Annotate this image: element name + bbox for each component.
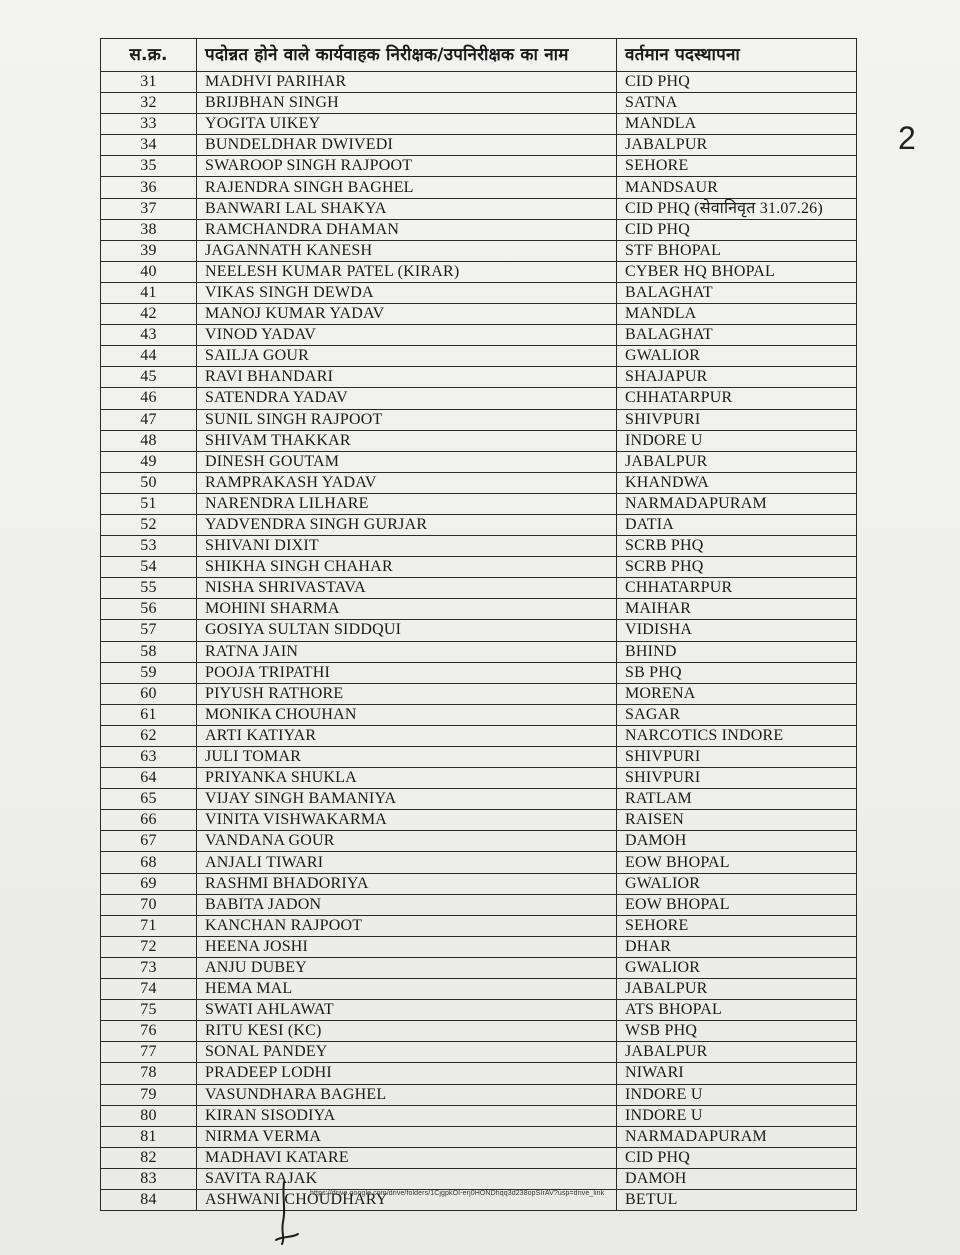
name-cell: ASHWANI CHOUDHARY [197, 1189, 617, 1210]
table-row [101, 114, 857, 135]
table-row [101, 1042, 857, 1063]
name-cell: HEMA MAL [197, 979, 617, 1000]
name-cell: MADHAVI KATARE [197, 1147, 617, 1168]
table-header-row [101, 39, 857, 72]
serial-cell: 61 [101, 704, 197, 725]
table-row [101, 1084, 857, 1105]
name-cell: RAJENDRA SINGH BAGHEL [197, 177, 617, 198]
serial-cell: 58 [101, 641, 197, 662]
name-cell: DINESH GOUTAM [197, 451, 617, 472]
posting-cell: STF BHOPAL [617, 240, 857, 261]
name-cell: SUNIL SINGH RAJPOOT [197, 409, 617, 430]
posting-cell: SATNA [617, 93, 857, 114]
table-row [101, 177, 857, 198]
table-row [101, 852, 857, 873]
serial-cell: 31 [101, 72, 197, 93]
serial-cell: 42 [101, 304, 197, 325]
serial-cell: 64 [101, 768, 197, 789]
table-row [101, 1063, 857, 1084]
posting-cell: WSB PHQ [617, 1021, 857, 1042]
posting-cell: EOW BHOPAL [617, 894, 857, 915]
name-cell: SWATI AHLAWAT [197, 1000, 617, 1021]
serial-cell: 67 [101, 831, 197, 852]
name-cell: MONIKA CHOUHAN [197, 704, 617, 725]
posting-cell: CYBER HQ BHOPAL [617, 261, 857, 282]
name-cell: ANJALI TIWARI [197, 852, 617, 873]
table-row [101, 72, 857, 93]
posting-cell: GWALIOR [617, 346, 857, 367]
posting-cell: SHIVPURI [617, 409, 857, 430]
serial-cell: 39 [101, 240, 197, 261]
table-row [101, 557, 857, 578]
serial-cell: 80 [101, 1105, 197, 1126]
table-row [101, 1147, 857, 1168]
posting-cell: JABALPUR [617, 979, 857, 1000]
serial-cell: 73 [101, 957, 197, 978]
posting-cell: ATS BHOPAL [617, 1000, 857, 1021]
serial-cell: 47 [101, 409, 197, 430]
table-row [101, 915, 857, 936]
serial-cell: 75 [101, 1000, 197, 1021]
table-row [101, 367, 857, 388]
name-cell: VIKAS SINGH DEWDA [197, 282, 617, 303]
header-name: पदोन्नत होने वाले कार्यवाहक निरीक्षक/उपनिरीक्षक का नाम [197, 39, 617, 72]
posting-cell: MANDSAUR [617, 177, 857, 198]
table-row [101, 747, 857, 768]
table-row [101, 789, 857, 810]
table-row [101, 156, 857, 177]
table-row [101, 304, 857, 325]
name-cell: SONAL PANDEY [197, 1042, 617, 1063]
table-row [101, 388, 857, 409]
table-row [101, 514, 857, 535]
name-cell: RASHMI BHADORIYA [197, 873, 617, 894]
serial-cell: 48 [101, 430, 197, 451]
posting-cell: INDORE U [617, 1105, 857, 1126]
name-cell: KIRAN SISODIYA [197, 1105, 617, 1126]
serial-cell: 68 [101, 852, 197, 873]
serial-cell: 77 [101, 1042, 197, 1063]
name-cell: ANJU DUBEY [197, 957, 617, 978]
name-cell: SWAROOP SINGH RAJPOOT [197, 156, 617, 177]
posting-cell: MAIHAR [617, 599, 857, 620]
posting-cell: EOW BHOPAL [617, 852, 857, 873]
name-cell: POOJA TRIPATHI [197, 662, 617, 683]
table-row [101, 662, 857, 683]
table-row [101, 135, 857, 156]
name-cell: GOSIYA SULTAN SIDDQUI [197, 620, 617, 641]
name-cell: SHIKHA SINGH CHAHAR [197, 557, 617, 578]
serial-cell: 56 [101, 599, 197, 620]
name-cell: VINITA VISHWAKARMA [197, 810, 617, 831]
table-row [101, 979, 857, 1000]
page-number: 2 [898, 120, 916, 156]
name-cell: VASUNDHARA BAGHEL [197, 1084, 617, 1105]
serial-cell: 54 [101, 557, 197, 578]
table-row [101, 599, 857, 620]
header-serial: स.क्र. [101, 39, 197, 72]
posting-cell: DHAR [617, 936, 857, 957]
serial-cell: 53 [101, 536, 197, 557]
table-row [101, 282, 857, 303]
serial-cell: 52 [101, 514, 197, 535]
posting-cell: INDORE U [617, 430, 857, 451]
name-cell: NEELESH KUMAR PATEL (KIRAR) [197, 261, 617, 282]
posting-cell: BALAGHAT [617, 325, 857, 346]
posting-cell: BALAGHAT [617, 282, 857, 303]
serial-cell: 37 [101, 198, 197, 219]
posting-cell: BHIND [617, 641, 857, 662]
table-row [101, 578, 857, 599]
name-cell: JAGANNATH KANESH [197, 240, 617, 261]
name-cell: ARTI KATIYAR [197, 725, 617, 746]
serial-cell: 82 [101, 1147, 197, 1168]
serial-cell: 44 [101, 346, 197, 367]
name-cell: RAMPRAKASH YADAV [197, 472, 617, 493]
table-row [101, 261, 857, 282]
table-row [101, 768, 857, 789]
serial-cell: 51 [101, 493, 197, 514]
posting-cell: CID PHQ [617, 72, 857, 93]
table-row [101, 198, 857, 219]
posting-cell: CID PHQ (सेवानिवृत 31.07.26) [617, 198, 857, 219]
posting-cell: MANDLA [617, 114, 857, 135]
name-cell: SHIVAM THAKKAR [197, 430, 617, 451]
name-cell: YOGITA UIKEY [197, 114, 617, 135]
table-row [101, 957, 857, 978]
table-row [101, 1000, 857, 1021]
posting-cell: SHAJAPUR [617, 367, 857, 388]
posting-cell: SHIVPURI [617, 747, 857, 768]
serial-cell: 34 [101, 135, 197, 156]
name-cell: RATNA JAIN [197, 641, 617, 662]
posting-cell: CHHATARPUR [617, 388, 857, 409]
serial-cell: 45 [101, 367, 197, 388]
serial-cell: 35 [101, 156, 197, 177]
posting-cell: RATLAM [617, 789, 857, 810]
table-row [101, 346, 857, 367]
posting-cell: BETUL [617, 1189, 857, 1210]
serial-cell: 84 [101, 1189, 197, 1210]
drive-link[interactable]: https://drive.google.com/drive/folders/1CjgpkOI-erj0HONDhqq3d238opSIrAV?usp=drive_link [310, 1190, 605, 1197]
posting-cell: CID PHQ [617, 1147, 857, 1168]
name-cell: KANCHAN RAJPOOT [197, 915, 617, 936]
posting-cell: SAGAR [617, 704, 857, 725]
name-cell: SATENDRA YADAV [197, 388, 617, 409]
posting-cell: GWALIOR [617, 873, 857, 894]
name-cell: NARENDRA LILHARE [197, 493, 617, 514]
name-cell: VANDANA GOUR [197, 831, 617, 852]
table-row [101, 725, 857, 746]
posting-cell: MORENA [617, 683, 857, 704]
serial-cell: 50 [101, 472, 197, 493]
serial-cell: 79 [101, 1084, 197, 1105]
name-cell: JULI TOMAR [197, 747, 617, 768]
name-cell: VIJAY SINGH BAMANIYA [197, 789, 617, 810]
table-row [101, 325, 857, 346]
posting-cell: KHANDWA [617, 472, 857, 493]
posting-cell: JABALPUR [617, 1042, 857, 1063]
posting-cell: SEHORE [617, 156, 857, 177]
table-row [101, 1126, 857, 1147]
serial-cell: 63 [101, 747, 197, 768]
serial-cell: 62 [101, 725, 197, 746]
table-row [101, 219, 857, 240]
serial-cell: 59 [101, 662, 197, 683]
name-cell: SAILJA GOUR [197, 346, 617, 367]
name-cell: RAMCHANDRA DHAMAN [197, 219, 617, 240]
name-cell: MANOJ KUMAR YADAV [197, 304, 617, 325]
serial-cell: 38 [101, 219, 197, 240]
posting-cell: CHHATARPUR [617, 578, 857, 599]
posting-cell: SEHORE [617, 915, 857, 936]
posting-cell: JABALPUR [617, 135, 857, 156]
serial-cell: 81 [101, 1126, 197, 1147]
posting-cell: MANDLA [617, 304, 857, 325]
posting-cell: NIWARI [617, 1063, 857, 1084]
serial-cell: 41 [101, 282, 197, 303]
serial-cell: 83 [101, 1168, 197, 1189]
posting-cell: SCRB PHQ [617, 536, 857, 557]
serial-cell: 49 [101, 451, 197, 472]
name-cell: BRIJBHAN SINGH [197, 93, 617, 114]
serial-cell: 69 [101, 873, 197, 894]
name-cell: SAVITA RAJAK [197, 1168, 617, 1189]
posting-cell: NARMADAPURAM [617, 1126, 857, 1147]
posting-cell: GWALIOR [617, 957, 857, 978]
table-row [101, 810, 857, 831]
table-row [101, 536, 857, 557]
name-cell: RAVI BHANDARI [197, 367, 617, 388]
serial-cell: 71 [101, 915, 197, 936]
promotion-roster-table [100, 38, 857, 1211]
serial-cell: 72 [101, 936, 197, 957]
table-row [101, 1021, 857, 1042]
name-cell: PIYUSH RATHORE [197, 683, 617, 704]
name-cell: PRADEEP LODHI [197, 1063, 617, 1084]
name-cell: YADVENDRA SINGH GURJAR [197, 514, 617, 535]
serial-cell: 57 [101, 620, 197, 641]
name-cell: NISHA SHRIVASTAVA [197, 578, 617, 599]
table-row [101, 1168, 857, 1189]
name-cell: RITU KESI (KC) [197, 1021, 617, 1042]
table-row [101, 831, 857, 852]
posting-cell: SB PHQ [617, 662, 857, 683]
serial-cell: 78 [101, 1063, 197, 1084]
posting-cell: VIDISHA [617, 620, 857, 641]
name-cell: HEENA JOSHI [197, 936, 617, 957]
name-cell: MADHVI PARIHAR [197, 72, 617, 93]
header-posting: वर्तमान पदस्थापना [617, 39, 857, 72]
serial-cell: 74 [101, 979, 197, 1000]
posting-cell: NARMADAPURAM [617, 493, 857, 514]
serial-cell: 65 [101, 789, 197, 810]
table-row [101, 683, 857, 704]
name-cell: BUNDELDHAR DWIVEDI [197, 135, 617, 156]
serial-cell: 70 [101, 894, 197, 915]
table-row [101, 641, 857, 662]
serial-cell: 46 [101, 388, 197, 409]
name-cell: NIRMA VERMA [197, 1126, 617, 1147]
name-cell: SHIVANI DIXIT [197, 536, 617, 557]
table-row [101, 451, 857, 472]
posting-cell: DAMOH [617, 831, 857, 852]
serial-cell: 32 [101, 93, 197, 114]
table-row [101, 240, 857, 261]
table-row [101, 936, 857, 957]
serial-cell: 33 [101, 114, 197, 135]
serial-cell: 60 [101, 683, 197, 704]
name-cell: PRIYANKA SHUKLA [197, 768, 617, 789]
serial-cell: 55 [101, 578, 197, 599]
name-cell: BANWARI LAL SHAKYA [197, 198, 617, 219]
table-row [101, 873, 857, 894]
posting-cell: SCRB PHQ [617, 557, 857, 578]
serial-cell: 40 [101, 261, 197, 282]
posting-cell: DAMOH [617, 1168, 857, 1189]
serial-cell: 76 [101, 1021, 197, 1042]
serial-cell: 36 [101, 177, 197, 198]
posting-cell: INDORE U [617, 1084, 857, 1105]
name-cell: BABITA JADON [197, 894, 617, 915]
table-row [101, 1105, 857, 1126]
table-row [101, 894, 857, 915]
table-row [101, 430, 857, 451]
name-cell: VINOD YADAV [197, 325, 617, 346]
table-row [101, 472, 857, 493]
posting-cell: RAISEN [617, 810, 857, 831]
name-cell: MOHINI SHARMA [197, 599, 617, 620]
serial-cell: 66 [101, 810, 197, 831]
posting-cell: NARCOTICS INDORE [617, 725, 857, 746]
table-row [101, 93, 857, 114]
table-row [101, 409, 857, 430]
posting-cell: DATIA [617, 514, 857, 535]
serial-cell: 43 [101, 325, 197, 346]
table-body [101, 72, 857, 1211]
table-row [101, 493, 857, 514]
signature-mark [268, 1178, 308, 1248]
table-row [101, 704, 857, 725]
posting-cell: SHIVPURI [617, 768, 857, 789]
table-row [101, 620, 857, 641]
posting-cell: JABALPUR [617, 451, 857, 472]
posting-cell: CID PHQ [617, 219, 857, 240]
